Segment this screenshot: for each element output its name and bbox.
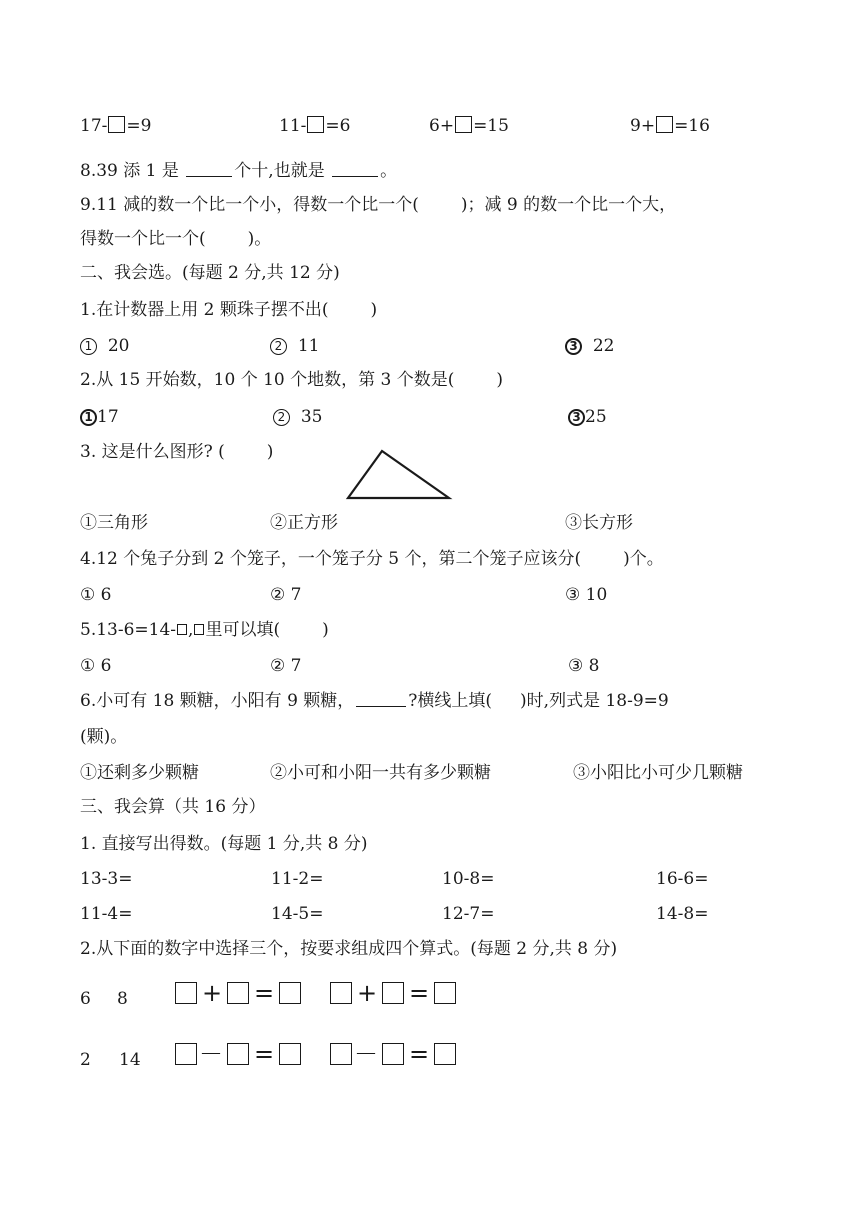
s2-q1-stem	[80, 299, 377, 321]
calc-item[interactable]: 11-4=	[80, 904, 133, 924]
q-stem: 4.12 个兔子分到 2 个笼子，一个笼子分 5 个，第二个笼子应该分(	[80, 549, 582, 569]
option-marker: 3	[568, 409, 585, 426]
calc-item[interactable]: 12-7=	[442, 904, 495, 924]
calc-item[interactable]: 13-3=	[80, 869, 133, 889]
equals-sign: =	[409, 1040, 430, 1068]
triangle-figure	[345, 448, 453, 502]
fill-eq-4	[630, 115, 710, 137]
equation-box[interactable]	[175, 982, 197, 1004]
q-stem-end: )	[496, 370, 504, 390]
q-stem-mid: ,	[188, 620, 194, 640]
s2-q3-opt1[interactable]: ①三角形	[80, 513, 148, 533]
fill-eq-3	[429, 115, 509, 137]
s2-q6-stem	[80, 690, 669, 712]
plus-sign: +	[202, 979, 223, 1007]
calc-item[interactable]: 11-2=	[271, 869, 324, 889]
section-3-title: 三、我会算（共 16 分）	[80, 797, 266, 817]
s2-q6-opt3[interactable]: ③小阳比小可少几颗糖	[573, 763, 743, 783]
s2-q2-stem	[80, 369, 503, 391]
eq-right: =9	[126, 116, 152, 136]
s2-q1-opt1[interactable]	[80, 335, 129, 357]
equation-box[interactable]	[434, 982, 456, 1004]
answer-box[interactable]	[307, 116, 324, 133]
s2-q5-opt2[interactable]: ② 7	[270, 656, 302, 676]
number-choice: 2	[80, 1050, 91, 1070]
s2-q4-stem	[80, 548, 664, 570]
equation-box[interactable]	[330, 982, 352, 1004]
equation-box[interactable]	[330, 1043, 352, 1065]
minus-sign: －	[199, 1040, 223, 1068]
equals-sign: =	[254, 979, 275, 1007]
option-marker: 2	[270, 338, 287, 355]
calc-item[interactable]: 16-6=	[656, 869, 709, 889]
q-stem: 1.在计数器上用 2 颗珠子摆不出(	[80, 300, 329, 320]
calc-item[interactable]: 10-8=	[442, 869, 495, 889]
answer-blank[interactable]	[332, 161, 378, 177]
option-text: 35	[300, 407, 323, 427]
s2-q6-opt1[interactable]: ①还剩多少颗糖	[80, 763, 199, 783]
s2-q2-opt3[interactable]	[568, 406, 607, 428]
s2-q6-opt2[interactable]: ②小可和小阳一共有多少颗糖	[270, 763, 491, 783]
fill-eq-2	[279, 115, 350, 137]
question-9-line1	[80, 194, 676, 216]
q-stem-mid2: 里可以填(	[205, 620, 281, 640]
question-8	[80, 160, 397, 182]
eq-right: =6	[325, 116, 351, 136]
q-stem: 5.13-6=14-	[80, 620, 177, 640]
eq-left: 9+	[630, 116, 656, 136]
answer-blank[interactable]	[356, 691, 406, 707]
q-stem: 2.从 15 开始数，10 个 10 个地数，第 3 个数是(	[80, 370, 455, 390]
eq-left: 6+	[429, 116, 455, 136]
q9-text-a: 9.11 减的数一个比一个小，得数一个比一个(	[80, 195, 419, 215]
s2-q2-opt1[interactable]	[80, 406, 119, 428]
s2-q3-stem	[80, 441, 273, 463]
option-text: 22	[592, 336, 615, 356]
eq-right: =15	[473, 116, 509, 136]
eq-left: 17-	[80, 116, 108, 136]
calc-item[interactable]: 14-5=	[271, 904, 324, 924]
option-text: 17	[97, 407, 119, 427]
eq-right: =16	[674, 116, 710, 136]
option-text: 25	[585, 407, 607, 427]
equation-box[interactable]	[279, 982, 301, 1004]
option-text: 20	[107, 336, 130, 356]
number-choice: 14	[119, 1050, 141, 1070]
q9-text-c: 得数一个比一个(	[80, 229, 206, 249]
s2-q4-opt1[interactable]: ① 6	[80, 585, 112, 605]
s2-q2-opt2[interactable]	[273, 406, 322, 428]
eq-left: 11-	[279, 116, 307, 136]
q8-text-a: 8.39 添 1 是	[80, 161, 185, 181]
equation-box[interactable]	[279, 1043, 301, 1065]
equation-box[interactable]	[434, 1043, 456, 1065]
answer-box[interactable]	[656, 116, 673, 133]
equation-box[interactable]	[175, 1043, 197, 1065]
option-marker: 3	[565, 338, 582, 355]
s2-q6-stem-line2: (颗)。	[80, 727, 128, 747]
s2-q4-opt2[interactable]: ② 7	[270, 585, 302, 605]
plus-sign: +	[357, 979, 378, 1007]
answer-blank[interactable]	[186, 161, 232, 177]
s2-q5-opt3[interactable]: ③ 8	[568, 656, 600, 676]
q-stem: 3. 这是什么图形? (	[80, 442, 225, 462]
s3-part1-title: 1. 直接写出得数。(每题 1 分,共 8 分)	[80, 834, 368, 854]
section-2-title: 二、我会选。(每题 2 分,共 12 分)	[80, 263, 340, 283]
option-marker: 1	[80, 338, 97, 355]
q8-text-c: 。	[380, 161, 398, 181]
number-choice: 8	[117, 989, 128, 1009]
s2-q1-opt2[interactable]	[270, 335, 319, 357]
q-stem-end: )个。	[623, 549, 664, 569]
answer-box	[177, 624, 187, 635]
s2-q1-opt3[interactable]	[565, 335, 614, 357]
option-text: 11	[297, 336, 320, 356]
q9-text-d: )。	[247, 229, 272, 249]
equation-box[interactable]	[382, 982, 404, 1004]
equals-sign: =	[409, 979, 430, 1007]
equation-box[interactable]	[227, 982, 249, 1004]
fill-eq-1	[80, 115, 151, 137]
minus-sign: －	[354, 1040, 378, 1068]
q-stem-end: )	[370, 300, 378, 320]
equals-sign: =	[254, 1040, 275, 1068]
s2-q4-opt3[interactable]: ③ 10	[565, 585, 608, 605]
q-stem: 6.小可有 18 颗糖，小阳有 9 颗糖，	[80, 691, 355, 711]
answer-box	[194, 624, 204, 635]
answer-box[interactable]	[108, 116, 125, 133]
q9-text-b: )；减 9 的数一个比一个大，	[460, 195, 677, 215]
q-stem-mid: ?横线上填(	[408, 691, 493, 711]
number-choice: 6	[80, 989, 91, 1009]
q-stem-end: )	[322, 620, 329, 640]
option-marker: 1	[80, 409, 97, 426]
calc-item[interactable]: 14-8=	[656, 904, 709, 924]
s3-part2-title: 2.从下面的数字中选择三个，按要求组成四个算式。(每题 2 分,共 8 分)	[80, 939, 618, 959]
q8-text-b: 个十,也就是	[234, 161, 331, 181]
question-9-line2	[80, 228, 271, 250]
q-stem-end: )时,列式是 18-9=9	[520, 691, 669, 711]
s2-q5-stem	[80, 619, 329, 641]
s2-q5-opt1[interactable]: ① 6	[80, 656, 112, 676]
s2-q3-opt3[interactable]: ③长方形	[565, 513, 633, 533]
equation-box[interactable]	[382, 1043, 404, 1065]
answer-box[interactable]	[455, 116, 472, 133]
option-marker: 2	[273, 409, 290, 426]
equation-box[interactable]	[227, 1043, 249, 1065]
s2-q3-opt2[interactable]: ②正方形	[270, 513, 338, 533]
q-stem-end: )	[266, 442, 274, 462]
